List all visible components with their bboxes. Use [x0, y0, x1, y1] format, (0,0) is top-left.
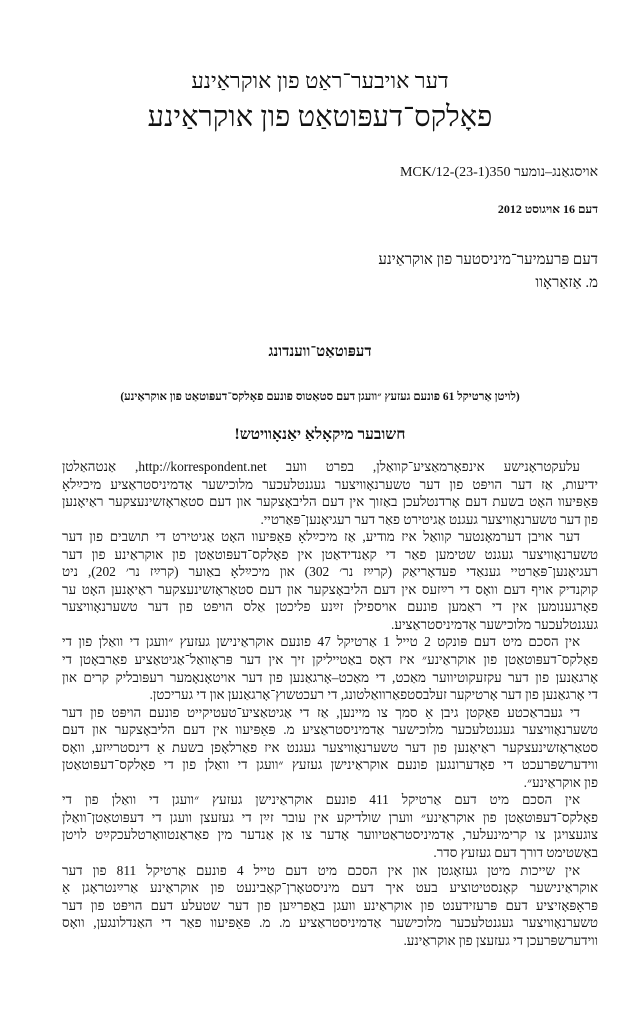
paragraph	[62, 862, 598, 950]
paragraph	[62, 791, 598, 861]
paragraph-line: פּאַפּיעוו האָט בשעת דעם אָרדנטלעכן באַזוך אין דעם הליבאָצקער און דעם סטאַראָזשינעצקער ראַיאָנען	[62, 494, 598, 510]
paragraph-line: די געבראַכטע פאַקטן גיבן אַ סמך צו מיינען, אַז די אַגיטאַציע־טעטיקייט פונעם הויפּט פון דער	[62, 704, 580, 720]
paragraph-line: קוקנדיק אויף דעם וואָס די רײַזעס אין דעם הליבאָצקער און דעם סטאַראָזשינעצקער ראַיאָנען האָט ער	[62, 581, 598, 597]
paragraph-line: אין שייכות מיטן געזאָגטן און אין הסכם מיט דעם טייל 4 פונעם אַרטיקל 811 פון דער	[62, 862, 580, 878]
salutation: חשובער מיקאָלאַ יאַנאָוויטש!	[234, 426, 406, 443]
addressee-name: מ. אַזאַראָוו	[535, 275, 598, 291]
paragraph-line: דער אויבן דערמאָנטער קוואַל איז מודיע, אַז מיכײַלאָ פּאַפּיעוו האָט אַגיטירט די תושבים פון דער	[62, 529, 580, 545]
paragraph-line: אין הסכם מיט דעם פּונקט 2 טייל 1 אַרטיקל 47 פונעם אוקראַינישן געזעץ ״וועגן די וואַלן פון די	[62, 634, 581, 650]
paragraph-line: פאָלקס־דעפּוטאַטן פון אוקראַינע״ איז דאָס באַטייליקן זיך אין דער פּראָוואַל־אַגיטאַציע פאַרבאָטן די	[62, 652, 598, 668]
paragraph-line: אָרגאַנען פון דער עקזעקוטיווער מאַכט, די מאַכט–אָרגאַנען פון דער אויטאָנאָמער רעפּובליק קרים און	[62, 669, 598, 685]
paragraph	[62, 528, 598, 633]
paragraph-line: פאָרגענומען אין די ראַמען פונעם אויספילן זײַנע פליכטן אַלס הויפּט פון דער טשערנאָוויצער	[62, 599, 598, 615]
paragraph-line: טשערנאָוויצער געגנטלעכער מלוכישער אַדמיניסטראַציע מ. פּאַפּיעוו אין דעם הליבאָצקער און דעם	[62, 722, 598, 738]
reference-number: אויסגאַנג–נומער 350(23-1)-12/MCK	[399, 165, 598, 180]
paragraph	[62, 704, 598, 792]
document-title: פאָלקס־דעפּוטאַט פון אוקראַינע	[147, 101, 493, 133]
paragraph-line: ווידערשפּרעכן די געזעצן פון אוקראַינע.	[403, 932, 598, 948]
paragraph-line: באַשטימט דורך דעם געזעץ סדר.	[433, 845, 598, 861]
paragraph-line: אוקראַינישער קאָנסטיטוציע בעט איך דעם מיניסטאָרן־קאַבינעט פון אוקראַינע אַרײַנטראָגן אַ	[62, 880, 598, 896]
paragraph	[62, 458, 598, 528]
paragraph-line: פּראָפּאָזיציע דעם פּרעזידענט פון אוקראַינע וועגן באַפרײַען פון דער שטעלע דעם הויפּט פון דער	[62, 897, 598, 913]
paragraph-line: רעגיאָנען־פּאַרטיי גענאַדי פעדאָריאַק (קרײַז נר׳ 302) און מיכײַלאָ באַוער (קרײַז נר׳ 202), ניט	[62, 564, 599, 580]
letter-subheading: (לויטן אַרטיקל 61 פונעם געזעץ ״וועגן דעם סטאַטוס פונעם פאָלקס־דעפּוטאַט פון אוקראַינע)	[120, 391, 520, 403]
document-date: דעם 16 אויגוסט 2012	[497, 202, 598, 216]
paragraph	[62, 633, 598, 703]
org-line: דער אויבער־ראַט פון אוקראַינע	[191, 68, 449, 93]
paragraph-line: געגנטלעכער מלוכישער אַדמיניסטראַציע.	[391, 616, 598, 632]
paragraph-line: טשערנאָוויצער געגנטלעכער מלוכישער אַדמיניסטראַציע מ. מ. פּאַפּיעוו פאַר די האַנדלונגען, וואָס	[62, 915, 598, 931]
paragraph-line: עלעקטראָנישע אינפאָרמאַציע־קוואַלן, בפרט וועב http://korrespondent.net, אַנטהאַלטן	[62, 459, 580, 474]
paragraph-line: פאָלקס־דעפּוטאַטן פון אוקראַינע״ ווערן שולדיקע אין עובר זײַן די געזעצן וועגן די דעפּוטאַטן־וואַלן	[62, 809, 598, 825]
paragraph-line: סטאַראָזשינעצקער ראַיאָנען פון דער טשערנאָוויצער געגנט איז פאַרלאָפן בשעת אַ דינסטרײַזע, וואָס	[62, 739, 598, 755]
paragraph-line: ווידערשפּרעכט די פאָדערונגען פונעם אוקראַינישן געזעץ ״וועגן די וואַלן פון די פאָלקס־דעפּוטאַטן	[62, 757, 598, 773]
paragraph-line: אין הסכם מיט דעם אַרטיקל 411 פונעם אוקראַינישן געזעץ ״וועגן די וואַלן פון די	[62, 792, 580, 808]
paragraph-line: פון אוקראַינע״.	[523, 774, 598, 790]
letter-heading: דעפּוטאַט־ווענדונג	[268, 344, 372, 360]
paragraph-line: ידיעות, אַז דער הויפּט פון דער טשערנאָוויצער געגנטלעכער מלוכישער אַדמיניסטראַציע מיכײַלאָ	[62, 476, 598, 492]
paragraph-line: די אָרגאַנען פון דער אָרטיקער זעלבסטפאַרוואַלטונג, די רעכטשוץ־אָרגאַנען און די געריכטן.	[149, 687, 598, 703]
paragraph-line: פון דער טשערנאָוויצער געגנט אַגיטירט פאַר דער רעגיאָנען־פּאַרטיי.	[260, 511, 598, 527]
addressee-title: דעם פּרעמיער־מיניסטער פון אוקראַינע	[378, 252, 598, 268]
letter-body	[62, 458, 598, 949]
paragraph-line: טשערנאָוויצער געגנט שטימען פאַר די קאַנדידאַטן אין פאָלקס־דעפּוטאַטן פון אוקראַינע פון דער	[62, 546, 598, 562]
paragraph-line: צוגעצויגן צו קרימינעלער, אַדמיניסטראַטיווער אָדער צו אַן אַנדער מין פאַראַנטוואָרטלעכקײַט לויטן	[62, 827, 598, 843]
